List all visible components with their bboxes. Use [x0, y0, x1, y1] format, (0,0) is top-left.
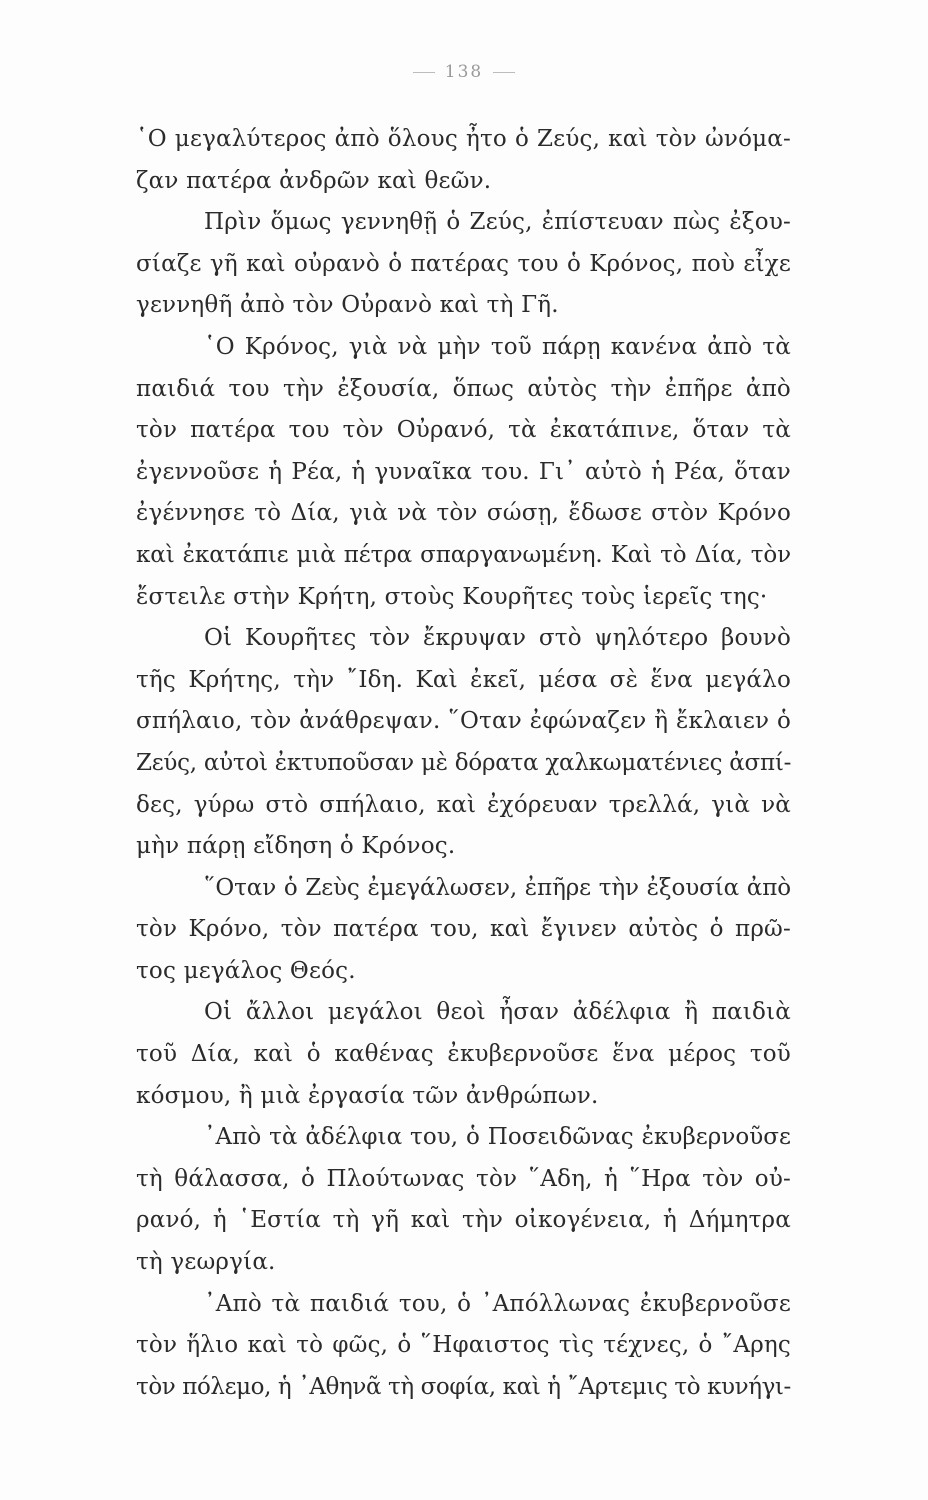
text-line: τὴ γεωργία.	[136, 1249, 276, 1276]
text-line: ῾Ο μεγαλύτερος ἀπὸ ὅλους ἦτο ὁ Ζεύς, καὶ τὸν ὠνόμα-	[136, 126, 791, 152]
text-line: ρανό, ἡ ῾Εστία τὴ γῆ καὶ τὴν οἰκογένεια, ἡ Δήμητρα	[136, 1207, 791, 1234]
text-line: καὶ ἐκατάπιε μιὰ πέτρα σπαργανωμένη. Καὶ τὸ Δία, τὸν	[136, 541, 791, 568]
page-number: 138	[444, 62, 484, 82]
text-line: τῆς Κρήτης, τὴν ῎Ιδη. Καὶ ἐκεῖ, μέσα σὲ ἕνα μεγάλο	[136, 666, 791, 693]
body-text	[136, 119, 791, 1408]
text-line: γεννηθῆ ἀπὸ τὸν Οὐρανὸ καὶ τὴ Γῆ.	[136, 292, 559, 319]
paragraph	[136, 1117, 791, 1283]
text-line: Ζεύς, αὐτοὶ ἐκτυποῦσαν μὲ δόρατα χαλκωματένιες ἀσπί-	[136, 749, 792, 776]
right-dash	[493, 72, 515, 73]
page-number-header	[0, 62, 928, 82]
paragraph	[136, 119, 791, 202]
text-line: κόσμου, ἢ μιὰ ἐργασία τῶν ἀνθρώπων.	[136, 1082, 599, 1109]
paragraph	[136, 618, 791, 868]
text-line: τὴ θάλασσα, ὁ Πλούτωνας τὸν ῞Αδη, ἡ ῞Ηρα τὸν οὐ-	[136, 1165, 791, 1192]
left-dash	[413, 72, 435, 73]
text-line: τοῦ Δία, καὶ ὁ καθένας ἐκυβερνοῦσε ἕνα μέρος τοῦ	[136, 1041, 791, 1068]
text-line: σίαζε γῆ καὶ οὐρανὸ ὁ πατέρας του ὁ Κρόνος, ποὺ εἶχε	[136, 250, 791, 277]
paragraph	[136, 1284, 791, 1409]
text-line: Οἱ ἄλλοι μεγάλοι θεοὶ ἦσαν ἀδέλφια ἢ παιδιὰ	[204, 999, 791, 1026]
text-line: δες, γύρω στὸ σπήλαιο, καὶ ἐχόρευαν τρελλά, γιὰ νὰ	[136, 791, 791, 818]
text-line: ῞Οταν ὁ Ζεὺς ἐμεγάλωσεν, ἐπῆρε τὴν ἐξουσία ἀπὸ	[204, 874, 791, 901]
text-line: τος μεγάλος Θεός.	[136, 957, 356, 984]
text-line: Οἱ Κουρῆτες τὸν ἔκρυψαν στὸ ψηλότερο βουνὸ	[204, 625, 791, 652]
text-line: ᾿Απὸ τὰ ἀδέλφια του, ὁ Ποσειδῶνας ἐκυβερνοῦσε	[204, 1124, 791, 1151]
text-line: σπήλαιο, τὸν ἀνάθρεψαν. ῞Οταν ἐφώναζεν ἢ ἔκλαιεν ὁ	[136, 708, 791, 735]
text-line: τὸν πόλεμο, ἡ ᾿Αθηνᾶ τὴ σοφία, καὶ ἡ ῎Αρτεμις τὸ κυνήγι-	[136, 1373, 791, 1400]
text-line: ᾿Απὸ τὰ παιδιά του, ὁ ᾿Απόλλωνας ἐκυβερνοῦσε	[204, 1290, 791, 1317]
text-line: τὸν Κρόνο, τὸν πατέρα του, καὶ ἔγινεν αὐτὸς ὁ πρῶ-	[136, 916, 791, 943]
text-line: Πρὶν ὅμως γεννηθῇ ὁ Ζεύς, ἐπίστευαν πὼς ἐξου-	[204, 209, 791, 236]
text-line: ῾Ο Κρόνος, γιὰ νὰ μὴν τοῦ πάρῃ κανένα ἀπὸ τὰ	[204, 333, 791, 360]
text-line: ἐγεννοῦσε ἡ Ρέα, ἡ γυναῖκα του. Γι᾿ αὐτὸ ἡ Ρέα, ὅταν	[136, 458, 791, 485]
text-line: τὸν ἥλιο καὶ τὸ φῶς, ὁ ῞Ηφαιστος τὶς τέχνες, ὁ ῎Αρης	[136, 1332, 791, 1359]
paragraph	[136, 327, 791, 618]
text-line: ἐγέννησε τὸ Δία, γιὰ νὰ τὸν σώσῃ, ἔδωσε στὸν Κρόνο	[136, 500, 791, 527]
paragraph	[136, 868, 791, 993]
paragraph	[136, 202, 791, 327]
text-line: παιδιά του τὴν ἐξουσία, ὅπως αὐτὸς τὴν ἐπῆρε ἀπὸ	[136, 375, 791, 402]
text-line: τὸν πατέρα του τὸν Οὐρανό, τὰ ἐκατάπινε, ὅταν τὰ	[136, 417, 791, 444]
text-line: ζαν πατέρα ἀνδρῶν καὶ θεῶν.	[136, 167, 492, 194]
text-line: μὴν πάρῃ εἴδηση ὁ Κρόνος.	[136, 833, 456, 860]
text-line: ἔστειλε στὴν Κρήτη, στοὺς Κουρῆτες τοὺς ἱερεῖς της·	[136, 583, 768, 610]
paragraph	[136, 992, 791, 1117]
